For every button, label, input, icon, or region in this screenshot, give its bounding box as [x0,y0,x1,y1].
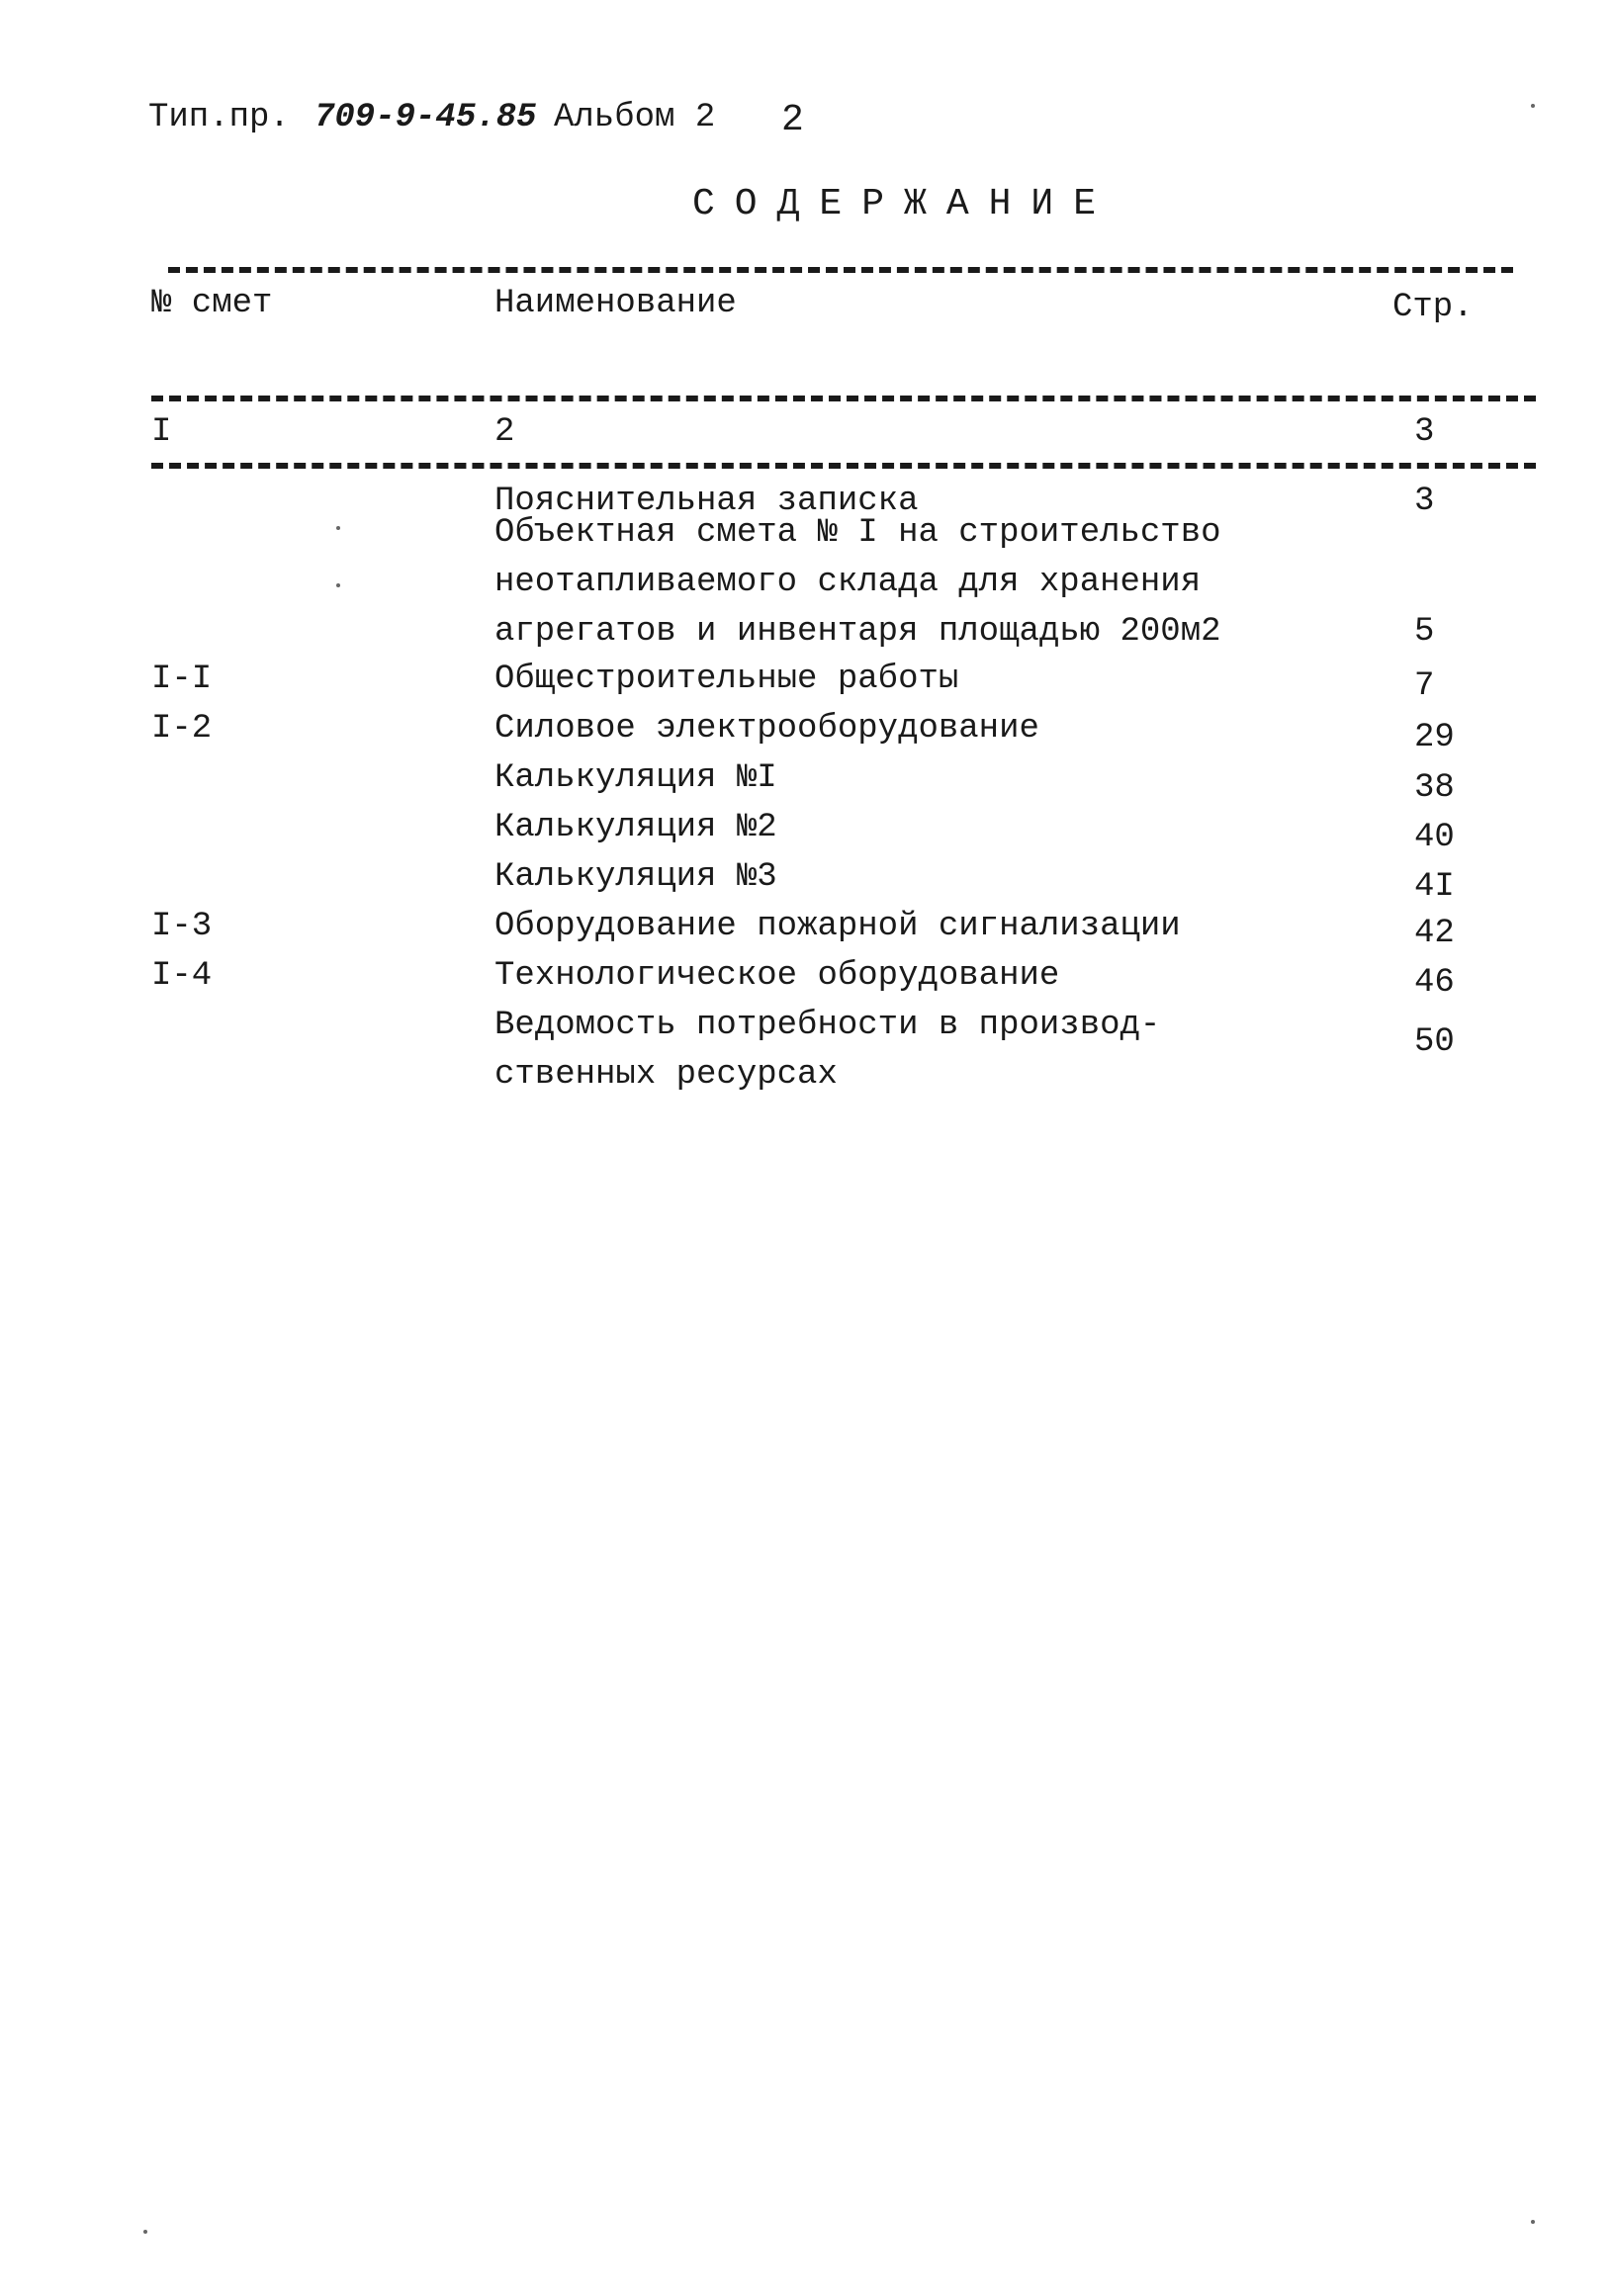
column-header-code: № смет [151,285,273,322]
toc-entry-name-continued: неотапливаемого склада для хранения [494,564,1202,601]
scan-speck [1531,104,1535,108]
header-bottom-rule [151,396,1536,401]
toc-entry-page: 40 [1414,819,1455,856]
toc-entry-code: I-4 [151,957,213,995]
toc-entry-name: Калькуляция №I [494,759,777,797]
toc-entry-name: Пояснительная записка [494,483,919,520]
project-code: 709-9-45.85 [314,99,537,136]
column-header-page: Стр. [1392,289,1474,326]
toc-entry-page: 7 [1414,667,1435,705]
scan-speck [1531,2220,1535,2224]
toc-entry-name: Общестроительные работы [494,661,959,698]
toc-entry-name-continued: ственных ресурсах [494,1056,838,1094]
page-number: 2 [781,99,804,141]
toc-entry-page: 38 [1414,769,1455,807]
toc-entry-name: Технологическое оборудование [494,957,1060,995]
toc-entry-name: Калькуляция №2 [494,809,777,846]
toc-entry-page: 42 [1414,915,1455,952]
column-number-code: I [151,413,172,451]
column-numbers-rule [151,463,1536,469]
column-number-name: 2 [494,413,515,451]
table-top-rule [168,267,1513,273]
scan-speck [336,583,340,587]
toc-entry-page: 4I [1414,868,1455,906]
page-title: СОДЕРЖАНИЕ [692,183,1117,225]
toc-entry-page: 5 [1414,613,1435,651]
toc-entry-name-continued: агрегатов и инвентаря площадью 200м2 [494,613,1221,651]
album-label: Альбом 2 [554,99,716,136]
document-series-label: Тип.пр. [148,99,290,136]
toc-entry-code: I-3 [151,908,213,945]
scan-speck [143,2230,147,2234]
toc-entry-page: 46 [1414,964,1455,1002]
column-header-name: Наименование [494,285,737,322]
toc-entry-name: Ведомость потребности в производ- [494,1007,1161,1044]
toc-entry-name: Силовое электрооборудование [494,710,1039,748]
column-number-page: 3 [1414,413,1435,451]
toc-entry-name: Калькуляция №3 [494,858,777,896]
toc-entry-name: Объектная смета № I на строительство [494,514,1221,552]
scan-speck [336,526,340,530]
toc-entry-name: Оборудование пожарной сигнализации [494,908,1181,945]
toc-entry-code: I-2 [151,710,213,748]
toc-entry-code: I-I [151,661,213,698]
toc-entry-page: 3 [1414,483,1435,520]
toc-entry-page: 50 [1414,1023,1455,1061]
toc-entry-page: 29 [1414,719,1455,756]
